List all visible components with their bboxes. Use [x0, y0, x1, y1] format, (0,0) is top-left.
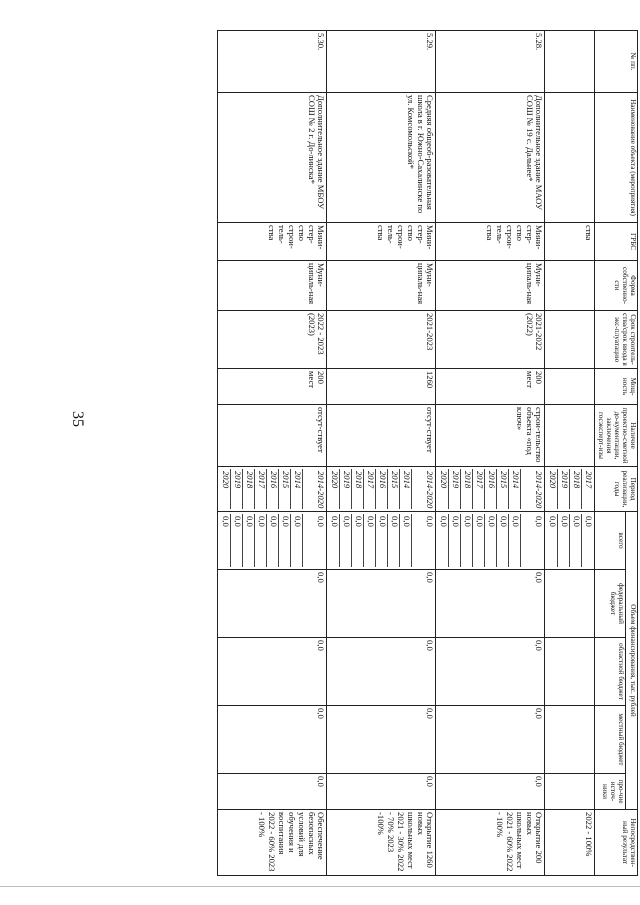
row-ownership: Муни-ципаль-ная — [327, 261, 436, 311]
table-row — [327, 31, 436, 876]
row-totals: 0,0 0,0 0,0 0,0 0,0 0,0 0,0 0,0 — [327, 512, 436, 570]
table-row — [218, 31, 327, 876]
cont-result: 2022 - 100% — [545, 810, 595, 876]
row-docs: отсут-ствует — [327, 405, 436, 467]
row-grbs: Мини-стер-ство строи-тель-ства — [436, 223, 545, 261]
row-federal: 0,0 — [218, 570, 327, 638]
row-result: Обеспечение безопасных условий для обучения и воспитания 2022 - 60% 2023 - 100% — [218, 810, 327, 876]
row-result: Открытие 1260 новых школьных мест 2021 - 30% 2022 - 70% 2023 -100% — [327, 810, 436, 876]
header-grbs: ГРБС — [595, 223, 638, 261]
cont-totals: 0,0 0,0 0,0 0,0 — [545, 512, 595, 570]
header-other: про-чие источ-ники — [595, 774, 625, 810]
row-term: 2021-2023 — [327, 311, 436, 369]
row-local: 0,0 — [327, 706, 436, 774]
header-total: всего — [595, 512, 625, 570]
row-ownership: Муни-ципаль-ная — [218, 261, 327, 311]
row-totals: 0,0 0,0 0,0 0,0 0,0 0,0 0,0 0,0 — [218, 512, 327, 570]
rotated-table-container — [86, 30, 638, 875]
continuation-row — [545, 31, 595, 876]
row-name: Дополнительное здание МБОУ СОШ № 2 г. До-линска* — [218, 93, 327, 223]
financing-table — [217, 30, 638, 876]
header-ownership: Форма собственно-сти — [595, 261, 638, 311]
header-federal: федеральный бюджет — [595, 570, 625, 638]
header-num: № пп. — [595, 31, 638, 93]
header-docs: Наличие проектно-сметной до-кументации, заключения госэксперт-изы — [595, 405, 638, 467]
header-result: Непосредствен-ный результат — [595, 810, 638, 876]
row-totals: 0,0 0,0 0,0 0,0 0,0 0,0 0,0 0,0 — [436, 512, 545, 570]
header-funding: Объем финансирования, тыс. рублей — [625, 512, 637, 810]
row-docs: строи-тельство объекта «под ключ» — [436, 405, 545, 467]
row-name: Дополнительное здание МАОУ СОШ № 19 с. Дальнее* — [436, 93, 545, 223]
header-term: Срок строитель-ства/срок ввода в экс-плуатацию — [595, 311, 638, 369]
table-row — [436, 31, 545, 876]
cont-years: 2017 2018 2019 2020 — [545, 467, 595, 512]
row-num: 5.29. — [327, 31, 436, 93]
header-regional: областной бюджет — [595, 638, 625, 706]
row-years: 2014-2020 2014 2015 2016 2017 2018 2019 2020 — [218, 467, 327, 512]
cont-grbs: ства — [545, 223, 595, 261]
row-result: Открытие 200 новых школьных мест 2021 - 60% 2022 - 100% — [436, 810, 545, 876]
row-num: 5.30. — [218, 31, 327, 93]
row-local: 0,0 — [436, 706, 545, 774]
row-capacity: 200 мест — [218, 369, 327, 405]
row-other: 0,0 — [327, 774, 436, 810]
table-rotation-frame — [86, 30, 638, 875]
row-grbs: Мини-стер-ство строи-тель-ства — [327, 223, 436, 261]
row-years: 2014-2020 2014 2015 2016 2017 2018 2019 2020 — [436, 467, 545, 512]
row-num: 5.28. — [436, 31, 545, 93]
row-capacity: 1260 — [327, 369, 436, 405]
row-ownership: Муни-ципаль-ная — [436, 261, 545, 311]
row-capacity: 200 мест — [436, 369, 545, 405]
header-capacity: Мощ-ность — [595, 369, 638, 405]
row-name: Средняя общеоб-разовательная школа в г. Южно-Сахалинске по ул. Комсомольской* — [327, 93, 436, 223]
row-local: 0,0 — [218, 706, 327, 774]
row-regional: 0,0 — [436, 638, 545, 706]
row-other: 0,0 — [218, 774, 327, 810]
header-local: местный бюджет — [595, 706, 625, 774]
header-period: Период реализации, годы — [595, 467, 638, 512]
row-years: 2014-2020 2014 2015 2016 2017 2018 2019 2020 — [327, 467, 436, 512]
row-docs: отсут-ствует — [218, 405, 327, 467]
row-term: 2022 - 2023 (2023) — [218, 311, 327, 369]
row-federal: 0,0 — [327, 570, 436, 638]
row-term: 2021-2022 (2022) — [436, 311, 545, 369]
scan-edge-line — [0, 886, 640, 887]
page-number: 35 — [69, 411, 86, 427]
row-other: 0,0 — [436, 774, 545, 810]
row-regional: 0,0 — [218, 638, 327, 706]
row-regional: 0,0 — [327, 638, 436, 706]
row-grbs: Мини-стер-ство строи-тель-ства — [218, 223, 327, 261]
header-name: Наименование объекта (мероприятия) — [595, 93, 638, 223]
row-federal: 0,0 — [436, 570, 545, 638]
header-row-1 — [625, 31, 637, 876]
